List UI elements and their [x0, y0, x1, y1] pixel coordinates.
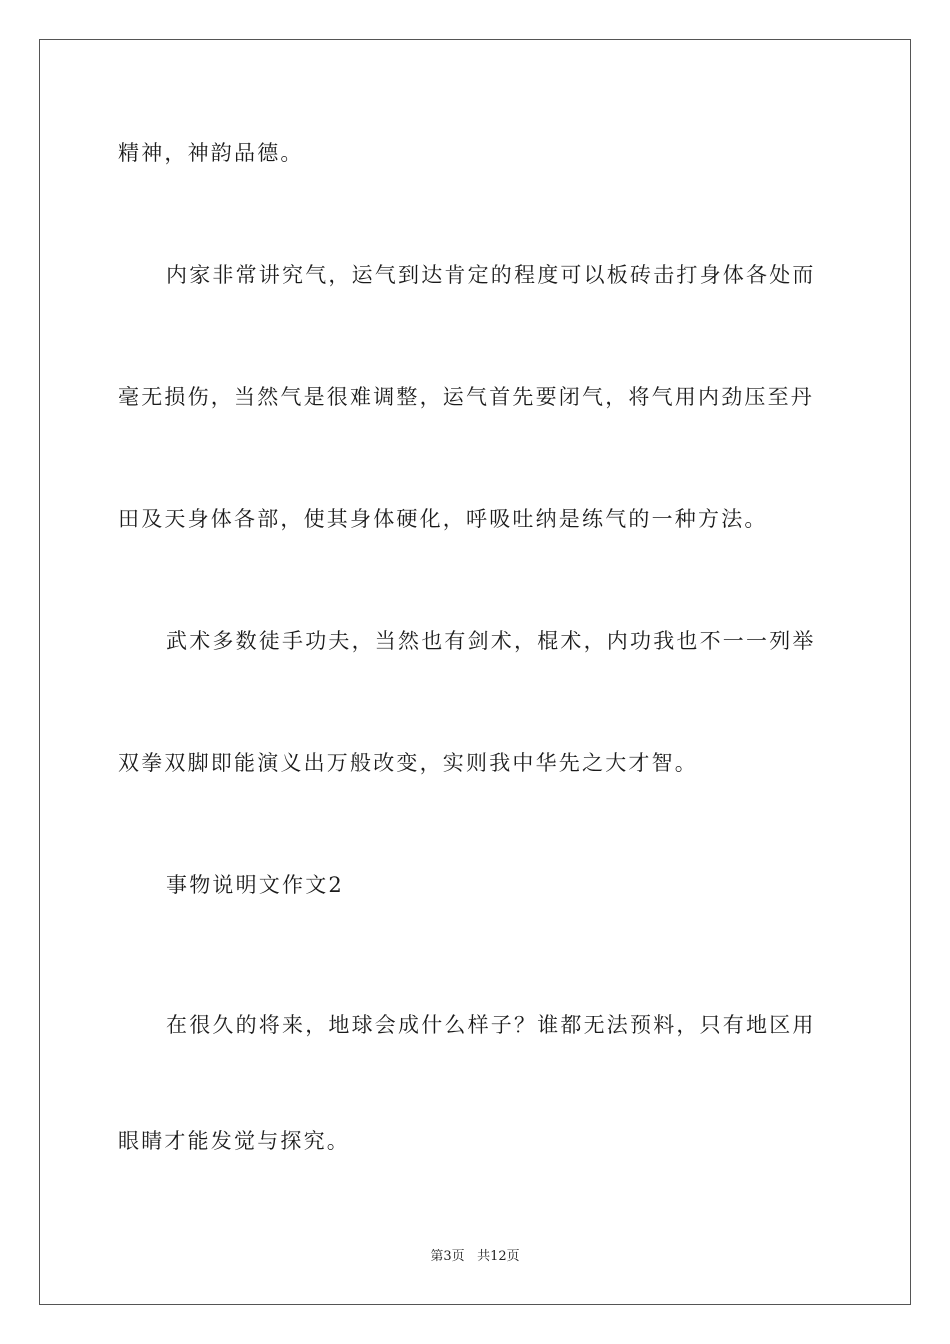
page-footer — [0, 1248, 950, 1266]
footer-page-number: 3 — [443, 1249, 452, 1264]
paragraph-line: 内家非常讲究气，运气到达肯定的程度可以板砖击打身体各处而 — [166, 263, 816, 287]
footer-total-prefix: 共 — [477, 1249, 491, 1264]
paragraph-line: 田及天身体各部，使其身体硬化，呼吸吐纳是练气的一种方法。 — [118, 507, 768, 531]
paragraph-line: 眼睛才能发觉与探究。 — [118, 1129, 350, 1153]
footer-total-suffix: 页 — [506, 1249, 520, 1264]
paragraph-line: 武术多数徒手功夫，当然也有剑术，棍术，内功我也不一一列举 — [166, 629, 816, 653]
paragraph-line: 双拳双脚即能演义出万般改变，实则我中华先之大才智。 — [118, 751, 698, 775]
footer-page-prefix: 第 — [430, 1249, 444, 1264]
paragraph-line: 精神，神韵品德。 — [118, 141, 304, 165]
footer-page-suffix: 页 — [451, 1249, 465, 1264]
section-heading: 事物说明文作文2 — [166, 873, 344, 897]
footer-total-pages: 12 — [490, 1249, 507, 1264]
paragraph-line: 在很久的将来，地球会成什么样子？谁都无法预料，只有地区用 — [166, 1013, 816, 1037]
page-border — [39, 39, 911, 1305]
paragraph-line: 毫无损伤，当然气是很难调整，运气首先要闭气，将气用内劲压至丹 — [118, 385, 814, 409]
